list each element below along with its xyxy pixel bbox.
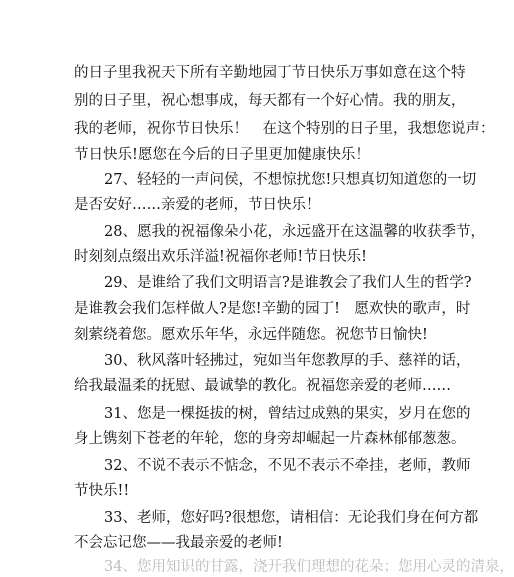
text-line: 别的日子里，祝心想事成，每天都有一个好心情。我的朋友， [74,93,466,109]
text-line: 是否安好……亲爱的老师，节日快乐！ [74,197,321,213]
text-line: 节日快乐!愿您在今后的日子里更加健康快乐！ [74,147,370,163]
text-line: 的日子里我祝天下所有辛勤地园丁节日快乐万事如意在这个特 [74,65,466,81]
text-line: 节快乐!! [74,483,130,499]
text-line: 30、秋风落叶轻拂过，宛如当年您教厚的手、慈祥的话， [104,353,471,369]
text-line: 刻萦绕着您。愿欢乐年华，永远伴随您。祝您节日愉快! [74,327,428,343]
text-line: 不会忘记您——我最亲爱的老师! [74,535,283,551]
text-line: 是谁教会我们怎样做人?是您!辛勤的园丁! 愿欢快的歌声，时 [74,301,471,317]
text-line: 给我最温柔的抚慰、最诚挚的教化。祝福您亲爱的老师…… [74,378,451,394]
text-line: 32、不说不表示不惦念，不见不表示不牵挂，老师，教师 [104,458,471,474]
text-line: 时刻刻点缀出欢乐洋溢!祝福你老师!节日快乐! [74,249,367,265]
text-line: 27、轻轻的一声问侯，不想惊扰您!只想真切知道您的一切 [104,172,477,188]
text-line: 我的老师，祝你节日快乐！ 在这个特别的日子里，我想您说声： [74,121,495,137]
text-line: 33、老师，您好吗?很想您，请相信：无论我们身在何方都 [104,510,479,526]
text-line: 34、您用知识的甘露，浇开我们理想的花朵；您用心灵的清泉， [104,559,514,575]
text-line: 身上镌刻下苍老的年轮，您的身旁却崛起一片森林郁郁葱葱。 [74,431,466,447]
text-line: 31、您是一棵挺拔的树，曾结过成熟的果实，岁月在您的 [104,406,471,422]
text-line: 29、是谁给了我们文明语言?是谁教会了我们人生的哲学? [104,275,472,291]
text-line: 28、愿我的祝福像朵小花，永远盛开在这温馨的收获季节， [104,224,485,240]
